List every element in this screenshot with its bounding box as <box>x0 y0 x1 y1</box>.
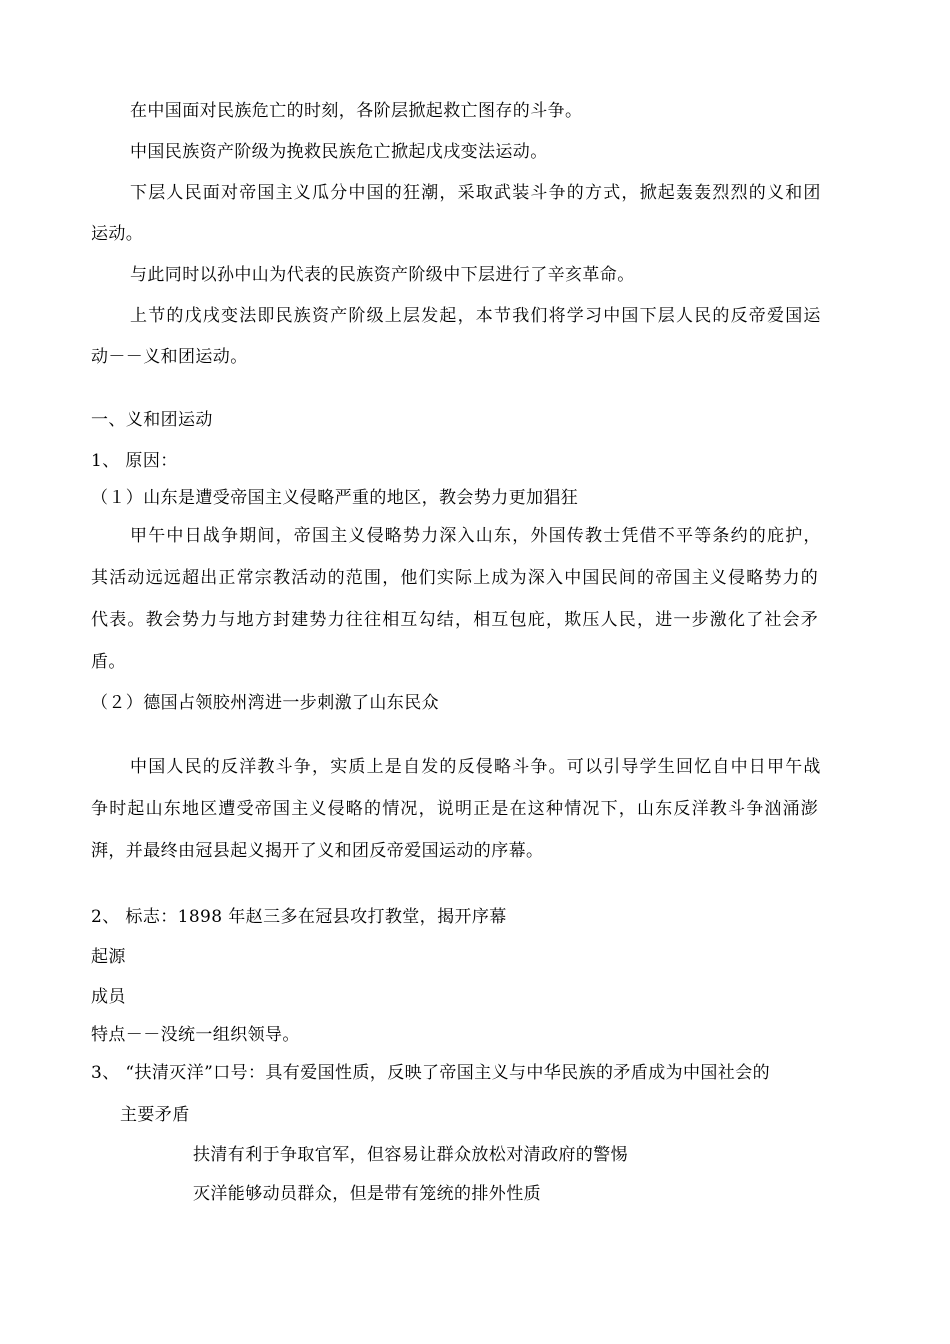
item2-line-origin: 起源 <box>91 947 126 967</box>
intro-line-4: 运动。 <box>91 224 144 244</box>
item1-sub1-line-1: 甲午中日战争期间，帝国主义侵略势力深入山东，外国传教士凭借不平等条约的庇护， <box>130 526 822 546</box>
item2-title: 2、 标志：1898 年赵三多在冠县攻打教堂，揭开序幕 <box>91 907 507 927</box>
item3-point-1: 扶清有利于争取官军，但容易让群众放松对清政府的警惕 <box>193 1145 628 1165</box>
item1-sub2-line-1: 中国人民的反洋教斗争，实质上是自发的反侵略斗争。可以引导学生回忆自中日甲午战 <box>130 757 822 777</box>
item3-continuation: 主要矛盾 <box>120 1105 190 1125</box>
item1-sub1-title: （１）山东是遭受帝国主义侵略严重的地区，教会势力更加猖狂 <box>91 488 579 508</box>
intro-line-3: 下层人民面对帝国主义瓜分中国的狂潮，采取武装斗争的方式，掀起轰轰烈烈的义和团 <box>130 183 822 203</box>
item1-sub2-line-3: 湃，并最终由冠县起义揭开了义和团反帝爱国运动的序幕。 <box>91 841 544 861</box>
intro-line-2: 中国民族资产阶级为挽救民族危亡掀起戊戌变法运动。 <box>130 142 548 162</box>
item1-sub2-title: （２）德国占领胶州湾进一步刺激了山东民众 <box>91 693 439 713</box>
item1-title: 1、 原因： <box>91 451 178 471</box>
item1-sub1-line-2: 其活动远远超出正常宗教活动的范围，他们实际上成为深入中国民间的帝国主义侵略势力的 <box>91 568 819 588</box>
item1-sub1-line-3: 代表。教会势力与地方封建势力往往相互勾结，相互包庇，欺压人民，进一步激化了社会矛 <box>91 610 819 630</box>
item1-sub2-line-2: 争时起山东地区遭受帝国主义侵略的情况，说明正是在这种情况下，山东反洋教斗争汹涌澎 <box>91 799 819 819</box>
item3-point-2: 灭洋能够动员群众，但是带有笼统的排外性质 <box>193 1184 541 1204</box>
intro-line-6: 上节的戊戌变法即民族资产阶级上层发起，本节我们将学习中国下层人民的反帝爱国运 <box>130 306 822 326</box>
intro-line-7: 动－－义和团运动。 <box>91 347 248 367</box>
item1-sub1-line-4: 盾。 <box>91 652 126 672</box>
section-title: 一、义和团运动 <box>91 410 213 430</box>
item2-line-features: 特点－－没统一组织领导。 <box>91 1025 300 1045</box>
item2-line-members: 成员 <box>91 987 126 1007</box>
intro-line-1: 在中国面对民族危亡的时刻，各阶层掀起救亡图存的斗争。 <box>130 101 583 121</box>
item3-title: 3、 “扶清灭洋”口号：具有爱国性质，反映了帝国主义与中华民族的矛盾成为中国社会的 <box>91 1063 770 1083</box>
intro-line-5: 与此同时以孙中山为代表的民族资产阶级中下层进行了辛亥革命。 <box>130 265 635 285</box>
